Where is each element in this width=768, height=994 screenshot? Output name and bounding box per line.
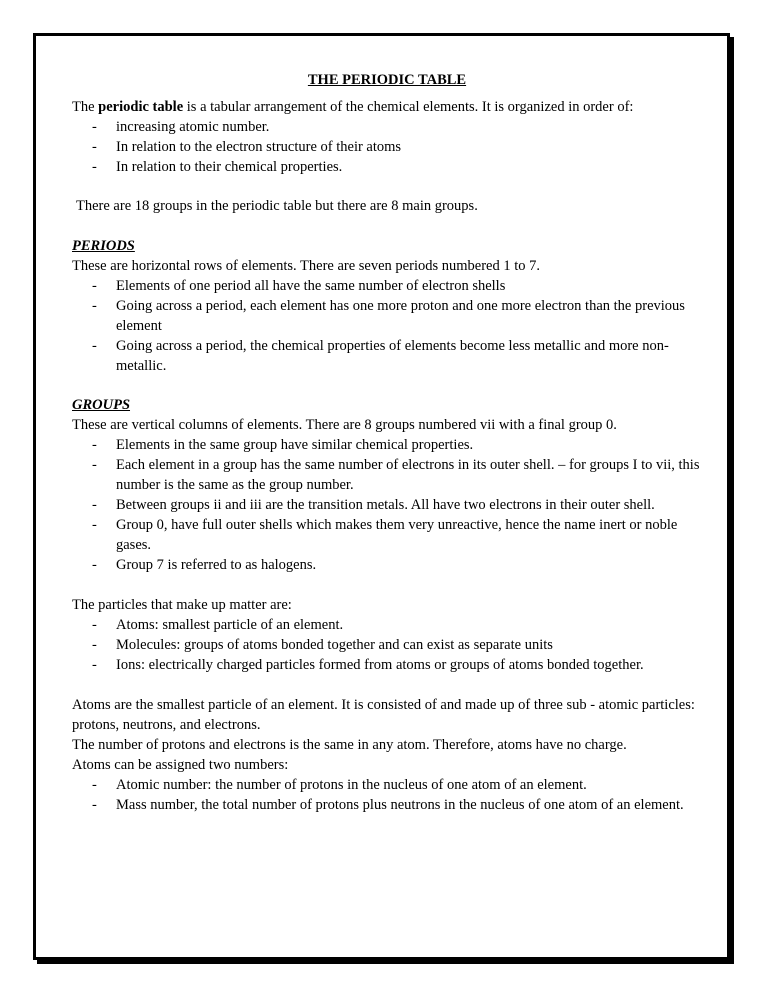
periods-heading: PERIODS [72,238,135,254]
atoms-paragraph-2: The number of protons and electrons is the same in any atom. Therefore, atoms have no charge. [72,737,627,753]
intro-suffix: is a tabular arrangement of the chemical elements. It is organized in order of: [183,99,634,115]
atoms-paragraph-1: Atoms are the smallest particle of an element. It is consisted of and made up of three sub - atomic particles: protons, neutrons, and electrons. [72,697,695,733]
list-item: - Going across a period, each element has one more proton and one more electron than the previous element [72,296,702,336]
list-item: - Going across a period, the chemical properties of elements become less metallic and more non-metallic. [72,336,702,376]
list-item: - Molecules: groups of atoms bonded together and can exist as separate units [72,635,702,655]
groups-description: These are vertical columns of elements. There are 8 groups numbered vii with a final group 0. [72,417,617,433]
periods-list [72,276,702,376]
atoms-list [72,775,702,815]
intro-prefix: The [72,99,99,115]
document-title: THE PERIODIC TABLE [307,72,467,88]
intro-bold-term: periodic table [98,99,184,115]
list-item: - In relation to the electron structure of their atoms [72,137,702,157]
list-item: - Elements of one period all have the same number of electron shells [72,276,702,296]
list-item: - In relation to their chemical properties. [72,157,702,177]
document-body [72,70,702,815]
atoms-paragraph-3: Atoms can be assigned two numbers: [72,757,289,773]
intro-paragraph [72,97,702,117]
groups-note: There are 18 groups in the periodic table but there are 8 main groups. [76,198,478,214]
list-item: - Between groups ii and iii are the transition metals. All have two electrons in their outer shell. [72,495,702,515]
particles-intro: The particles that make up matter are: [72,597,292,613]
periods-description: These are horizontal rows of elements. There are seven periods numbered 1 to 7. [72,258,540,274]
list-item: - Atomic number: the number of protons in the nucleus of one atom of an element. [72,775,702,795]
list-item: - Each element in a group has the same number of electrons in its outer shell. – for groups I to vii, this number is the same as the group number. [72,455,702,495]
particles-list [72,615,702,675]
list-item: - increasing atomic number. [72,117,702,137]
list-item: - Mass number, the total number of protons plus neutrons in the nucleus of one atom of an element. [72,795,702,815]
intro-list [72,117,702,177]
groups-heading: GROUPS [72,397,131,413]
list-item: - Group 0, have full outer shells which makes them very unreactive, hence the name inert or noble gases. [72,515,702,555]
list-item: - Group 7 is referred to as halogens. [72,555,702,575]
groups-list [72,435,702,575]
list-item: - Elements in the same group have similar chemical properties. [72,435,702,455]
list-item: - Atoms: smallest particle of an element. [72,615,702,635]
list-item: - Ions: electrically charged particles formed from atoms or groups of atoms bonded together. [72,655,702,675]
